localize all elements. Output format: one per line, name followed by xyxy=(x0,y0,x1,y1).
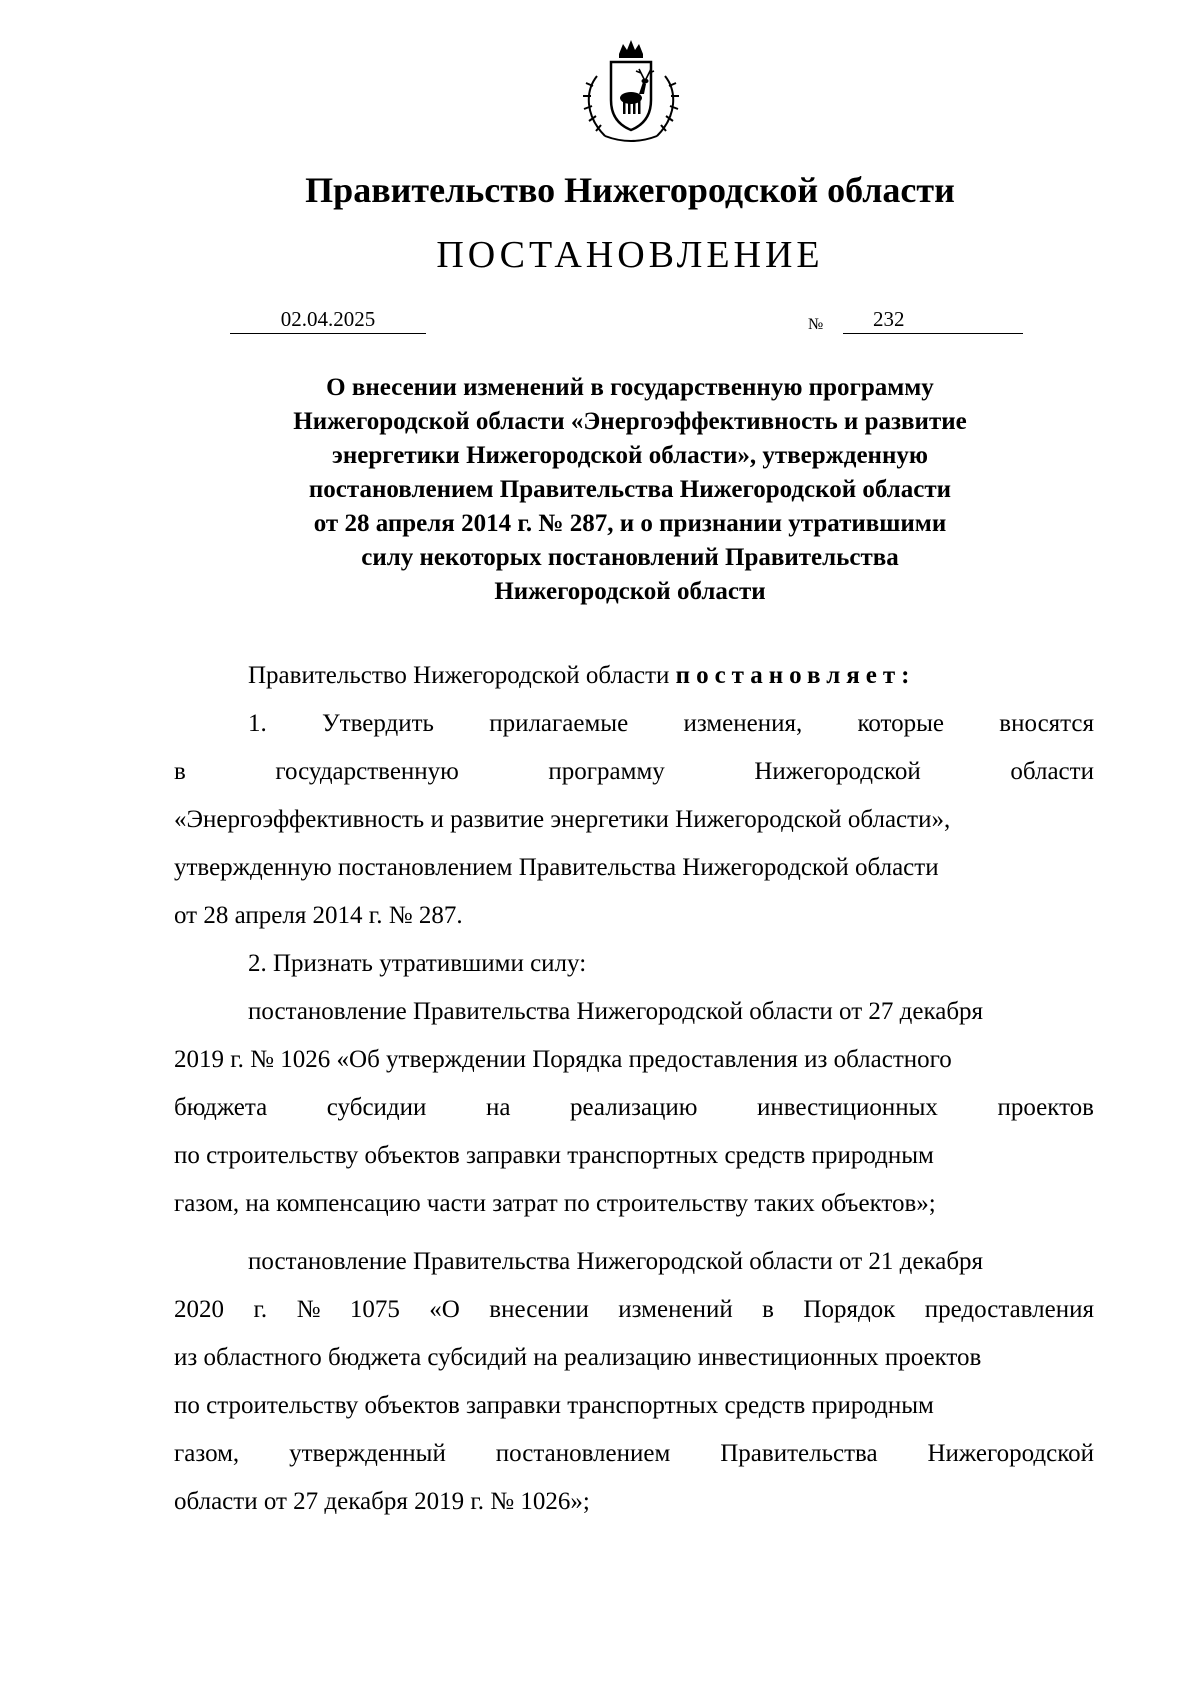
document-subject xyxy=(230,371,1030,609)
resolves-word: постановляет: xyxy=(675,662,916,689)
subject-line: Нижегородской области xyxy=(494,578,766,605)
document-number: 232 xyxy=(873,307,905,331)
justified-line: 1. Утвердить прилагаемые изменения, которые вносятся xyxy=(248,710,1094,737)
subject-line: энергетики Нижегородской области», утвержденную xyxy=(332,442,928,469)
paragraph-4 xyxy=(174,1238,1094,1526)
justified-line: 2020 г. № 1075 «О внесении изменений в Порядок предоставления xyxy=(174,1296,1094,1323)
justified-line: газом, утвержденный постановлением Правительства Нижегородской xyxy=(174,1440,1094,1467)
text-line: постановление Правительства Нижегородской области от 27 декабря xyxy=(248,998,984,1025)
subject-line: от 28 апреля 2014 г. № 287, и о признании утратившими xyxy=(313,510,947,537)
preamble-text: Правительство Нижегородской области xyxy=(248,662,670,689)
document-type: ПОСТАНОВЛЕНИЕ xyxy=(436,234,824,276)
subject-line: постановлением Правительства Нижегородской области xyxy=(308,476,952,503)
text-line: области от 27 декабря 2019 г. № 1026»; xyxy=(174,1488,590,1515)
text-line: постановление Правительства Нижегородской области от 21 декабря xyxy=(248,1248,984,1275)
paragraph-1 xyxy=(174,700,1094,940)
paragraph-2 xyxy=(174,940,1094,988)
text-line: из областного бюджета субсидий на реализацию инвестиционных проектов xyxy=(174,1344,982,1371)
text-line: 2019 г. № 1026 «Об утверждении Порядка предоставления из областного xyxy=(174,1046,952,1073)
text-line: газом, на компенсацию части затрат по строительству таких объектов»; xyxy=(174,1190,936,1217)
document-number-field xyxy=(843,306,1023,334)
text-line: 2. Признать утратившими силу: xyxy=(248,950,587,977)
paragraph-3 xyxy=(174,988,1094,1228)
number-sign: № xyxy=(808,316,824,333)
text-line: по строительству объектов заправки транспортных средств природным xyxy=(174,1392,934,1419)
subject-line: силу некоторых постановлений Правительства xyxy=(361,544,899,571)
subject-line: Нижегородской области «Энергоэффективность и развитие xyxy=(293,408,967,435)
text-line: «Энергоэффективность и развитие энергетики Нижегородской области», xyxy=(174,806,951,833)
justified-line: бюджета субсидии на реализацию инвестиционных проектов xyxy=(174,1094,1094,1121)
preamble xyxy=(174,652,1094,700)
text-line: от 28 апреля 2014 г. № 287. xyxy=(174,902,463,929)
coat-of-arms-emblem xyxy=(575,36,687,148)
text-line: по строительству объектов заправки транспортных средств природным xyxy=(174,1142,934,1169)
organization-title: Правительство Нижегородской области xyxy=(305,170,955,210)
justified-line: в государственную программу Нижегородской области xyxy=(174,758,1094,785)
text-line: утвержденную постановлением Правительства Нижегородской области xyxy=(174,854,939,881)
document-date: 02.04.2025 xyxy=(230,306,426,334)
subject-line: О внесении изменений в государственную программу xyxy=(326,374,934,401)
